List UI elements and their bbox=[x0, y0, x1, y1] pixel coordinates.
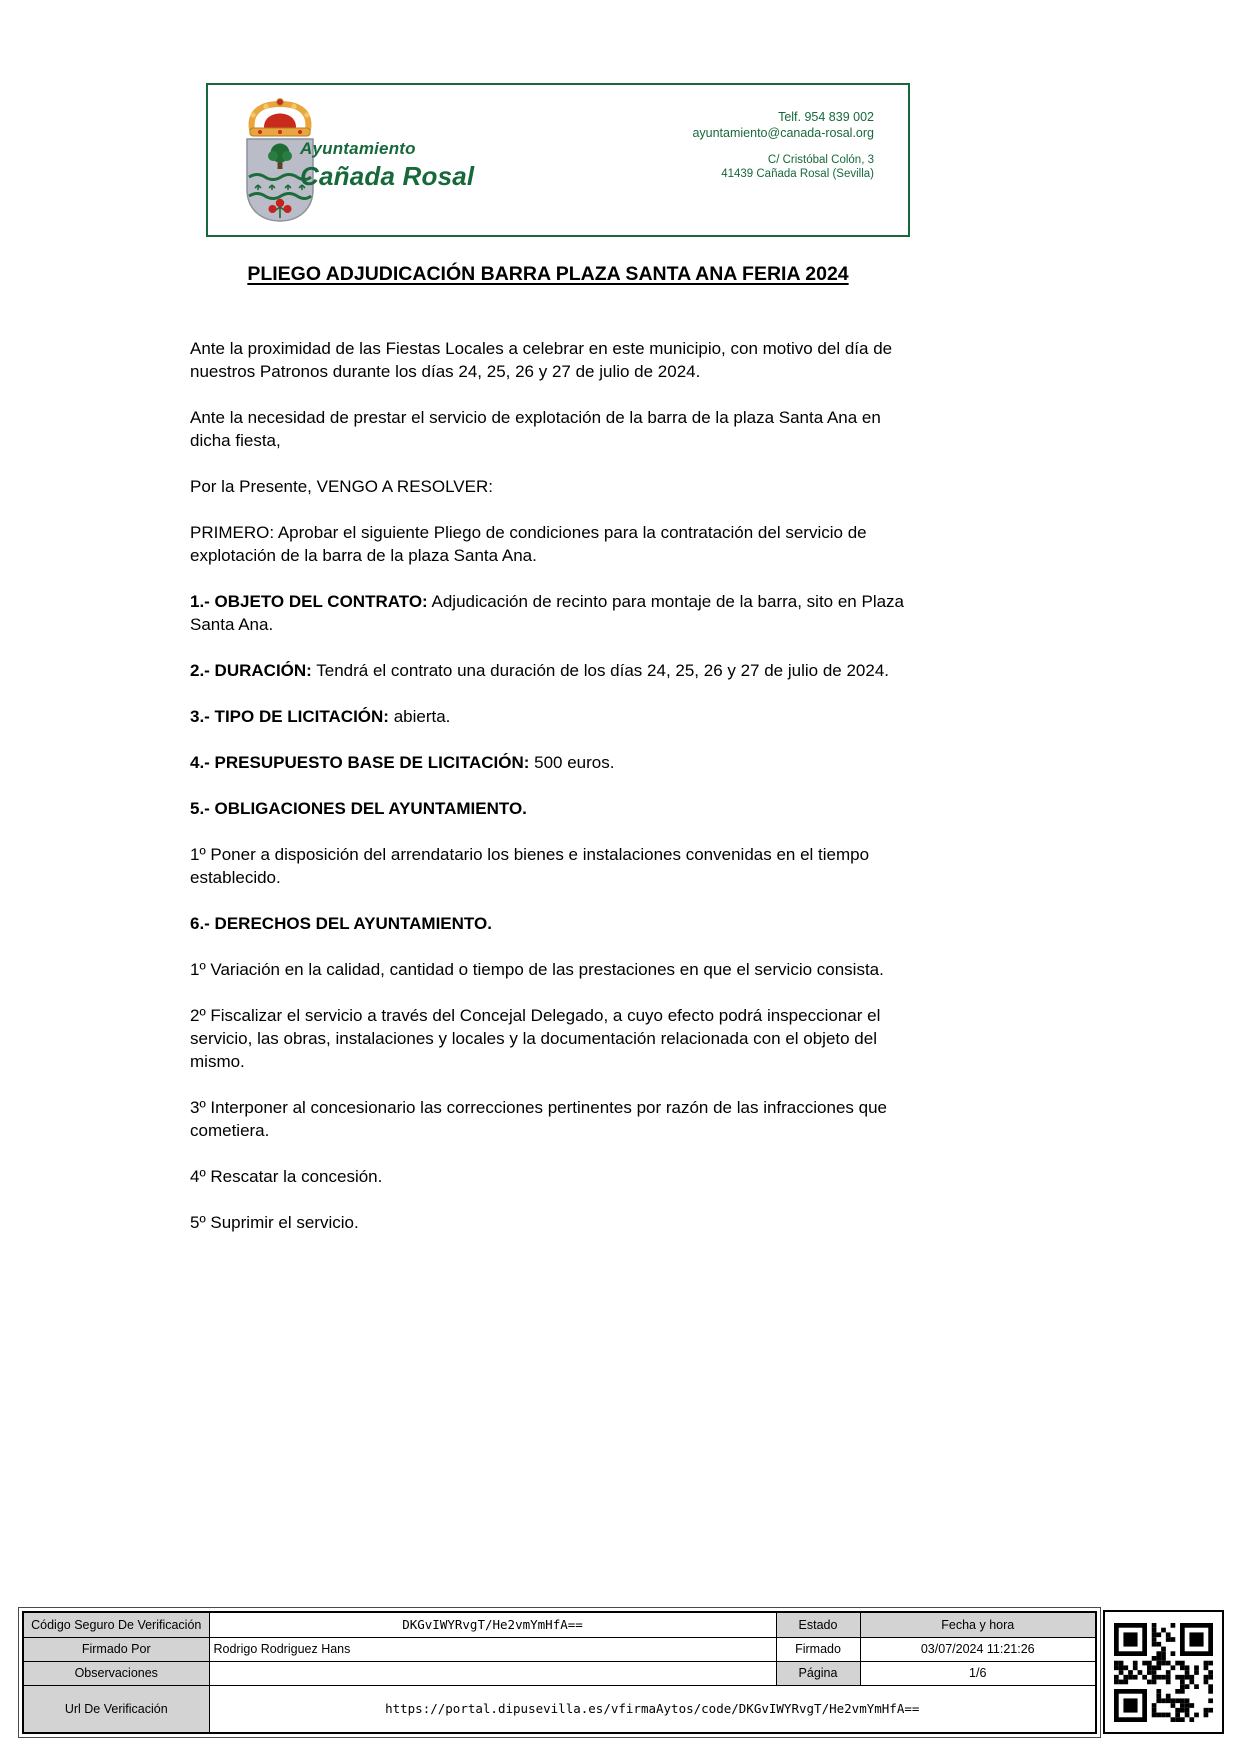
document-body bbox=[190, 262, 906, 1257]
fecha-value: 03/07/2024 11:21:26 bbox=[860, 1637, 1096, 1661]
clause-obligaciones: 5.- OBLIGACIONES DEL AYUNTAMIENTO. bbox=[190, 799, 527, 818]
org-name-line2: Cañada Rosal bbox=[300, 161, 475, 191]
paragraph: Por la Presente, VENGO A RESOLVER: bbox=[190, 477, 493, 496]
verification-url: https://portal.dipusevilla.es/vfirmaAytos/code/DKGvIWYRvgT/He2vmYmHfA== bbox=[209, 1685, 1096, 1733]
signer-name: Rodrigo Rodriguez Hans bbox=[209, 1637, 776, 1661]
clause-duracion: 2.- DURACIÓN: Tendrá el contrato una duración de los días 24, 25, 26 y 27 de julio de 2024. bbox=[190, 661, 889, 680]
header-address-line1: C/ Cristóbal Colón, 3 bbox=[767, 154, 874, 166]
clause-derechos: 6.- DERECHOS DEL AYUNTAMIENTO. bbox=[190, 914, 492, 933]
header-address-line2: 41439 Cañada Rosal (Sevilla) bbox=[721, 168, 874, 180]
paragraph: Ante la necesidad de prestar el servicio de explotación de la barra de la plaza Santa Ana en dicha fiesta, bbox=[190, 408, 881, 450]
fecha-label: Fecha y hora bbox=[860, 1612, 1096, 1637]
firmado-por-label: Firmado Por bbox=[23, 1637, 209, 1661]
observaciones-label: Observaciones bbox=[23, 1661, 209, 1685]
page-title: PLIEGO ADJUDICACIÓN BARRA PLAZA SANTA ANA FERIA 2024 bbox=[247, 263, 849, 285]
paragraph: Ante la proximidad de las Fiestas Locales a celebrar en este municipio, con motivo del día de nuestros Patronos durante los días 24, 25, 26 y 27 de julio de 2024. bbox=[190, 339, 893, 381]
paragraph: 5º Suprimir el servicio. bbox=[190, 1213, 359, 1232]
clause-objeto: 1.- OBJETO DEL CONTRATO: Adjudicación de recinto para montaje de la barra, sito en Plaza Santa Ana. bbox=[190, 592, 905, 634]
csv-label: Código Seguro De Verificación bbox=[23, 1612, 209, 1637]
pagina-label: Página bbox=[776, 1661, 860, 1685]
header-phone: Telf. 954 839 002 bbox=[778, 110, 874, 124]
letterhead-box bbox=[206, 83, 910, 237]
pagina-value: 1/6 bbox=[860, 1661, 1096, 1685]
paragraph: 1º Variación en la calidad, cantidad o tiempo de las prestaciones en que el servicio consista. bbox=[190, 960, 884, 979]
header-email: ayuntamiento@canada-rosal.org bbox=[692, 126, 874, 140]
estado-label: Estado bbox=[776, 1612, 860, 1637]
paragraph: 3º Interponer al concesionario las correcciones pertinentes por razón de las infracciones que cometiera. bbox=[190, 1098, 887, 1140]
verification-footer bbox=[18, 1607, 1101, 1738]
paragraph: 1º Poner a disposición del arrendatario los bienes e instalaciones convenidas en el tiempo establecido. bbox=[190, 845, 870, 887]
verification-table bbox=[22, 1611, 1097, 1734]
csv-value: DKGvIWYRvgT/He2vmYmHfA== bbox=[209, 1612, 776, 1637]
paragraph: PRIMERO: Aprobar el siguiente Pliego de condiciones para la contratación del servicio de explotación de la barra de la plaza Santa Ana. bbox=[190, 523, 867, 565]
clause-tipo-licitacion: 3.- TIPO DE LICITACIÓN: abierta. bbox=[190, 707, 451, 726]
paragraph: 2º Fiscalizar el servicio a través del Concejal Delegado, a cuyo efecto podrá inspeccionar el servicio, las obras, instalaciones y locales y la documentación relacionada con el objeto del mismo. bbox=[190, 1006, 881, 1071]
observaciones-value bbox=[209, 1661, 776, 1685]
clause-presupuesto: 4.- PRESUPUESTO BASE DE LICITACIÓN: 500 euros. bbox=[190, 753, 615, 772]
qr-code bbox=[1103, 1610, 1224, 1734]
contact-block bbox=[692, 109, 874, 181]
paragraph: 4º Rescatar la concesión. bbox=[190, 1167, 383, 1186]
org-name-line1: Ayuntamiento bbox=[300, 139, 416, 158]
url-label: Url De Verificación bbox=[23, 1685, 209, 1733]
estado-value: Firmado bbox=[776, 1637, 860, 1661]
org-name bbox=[300, 140, 474, 189]
